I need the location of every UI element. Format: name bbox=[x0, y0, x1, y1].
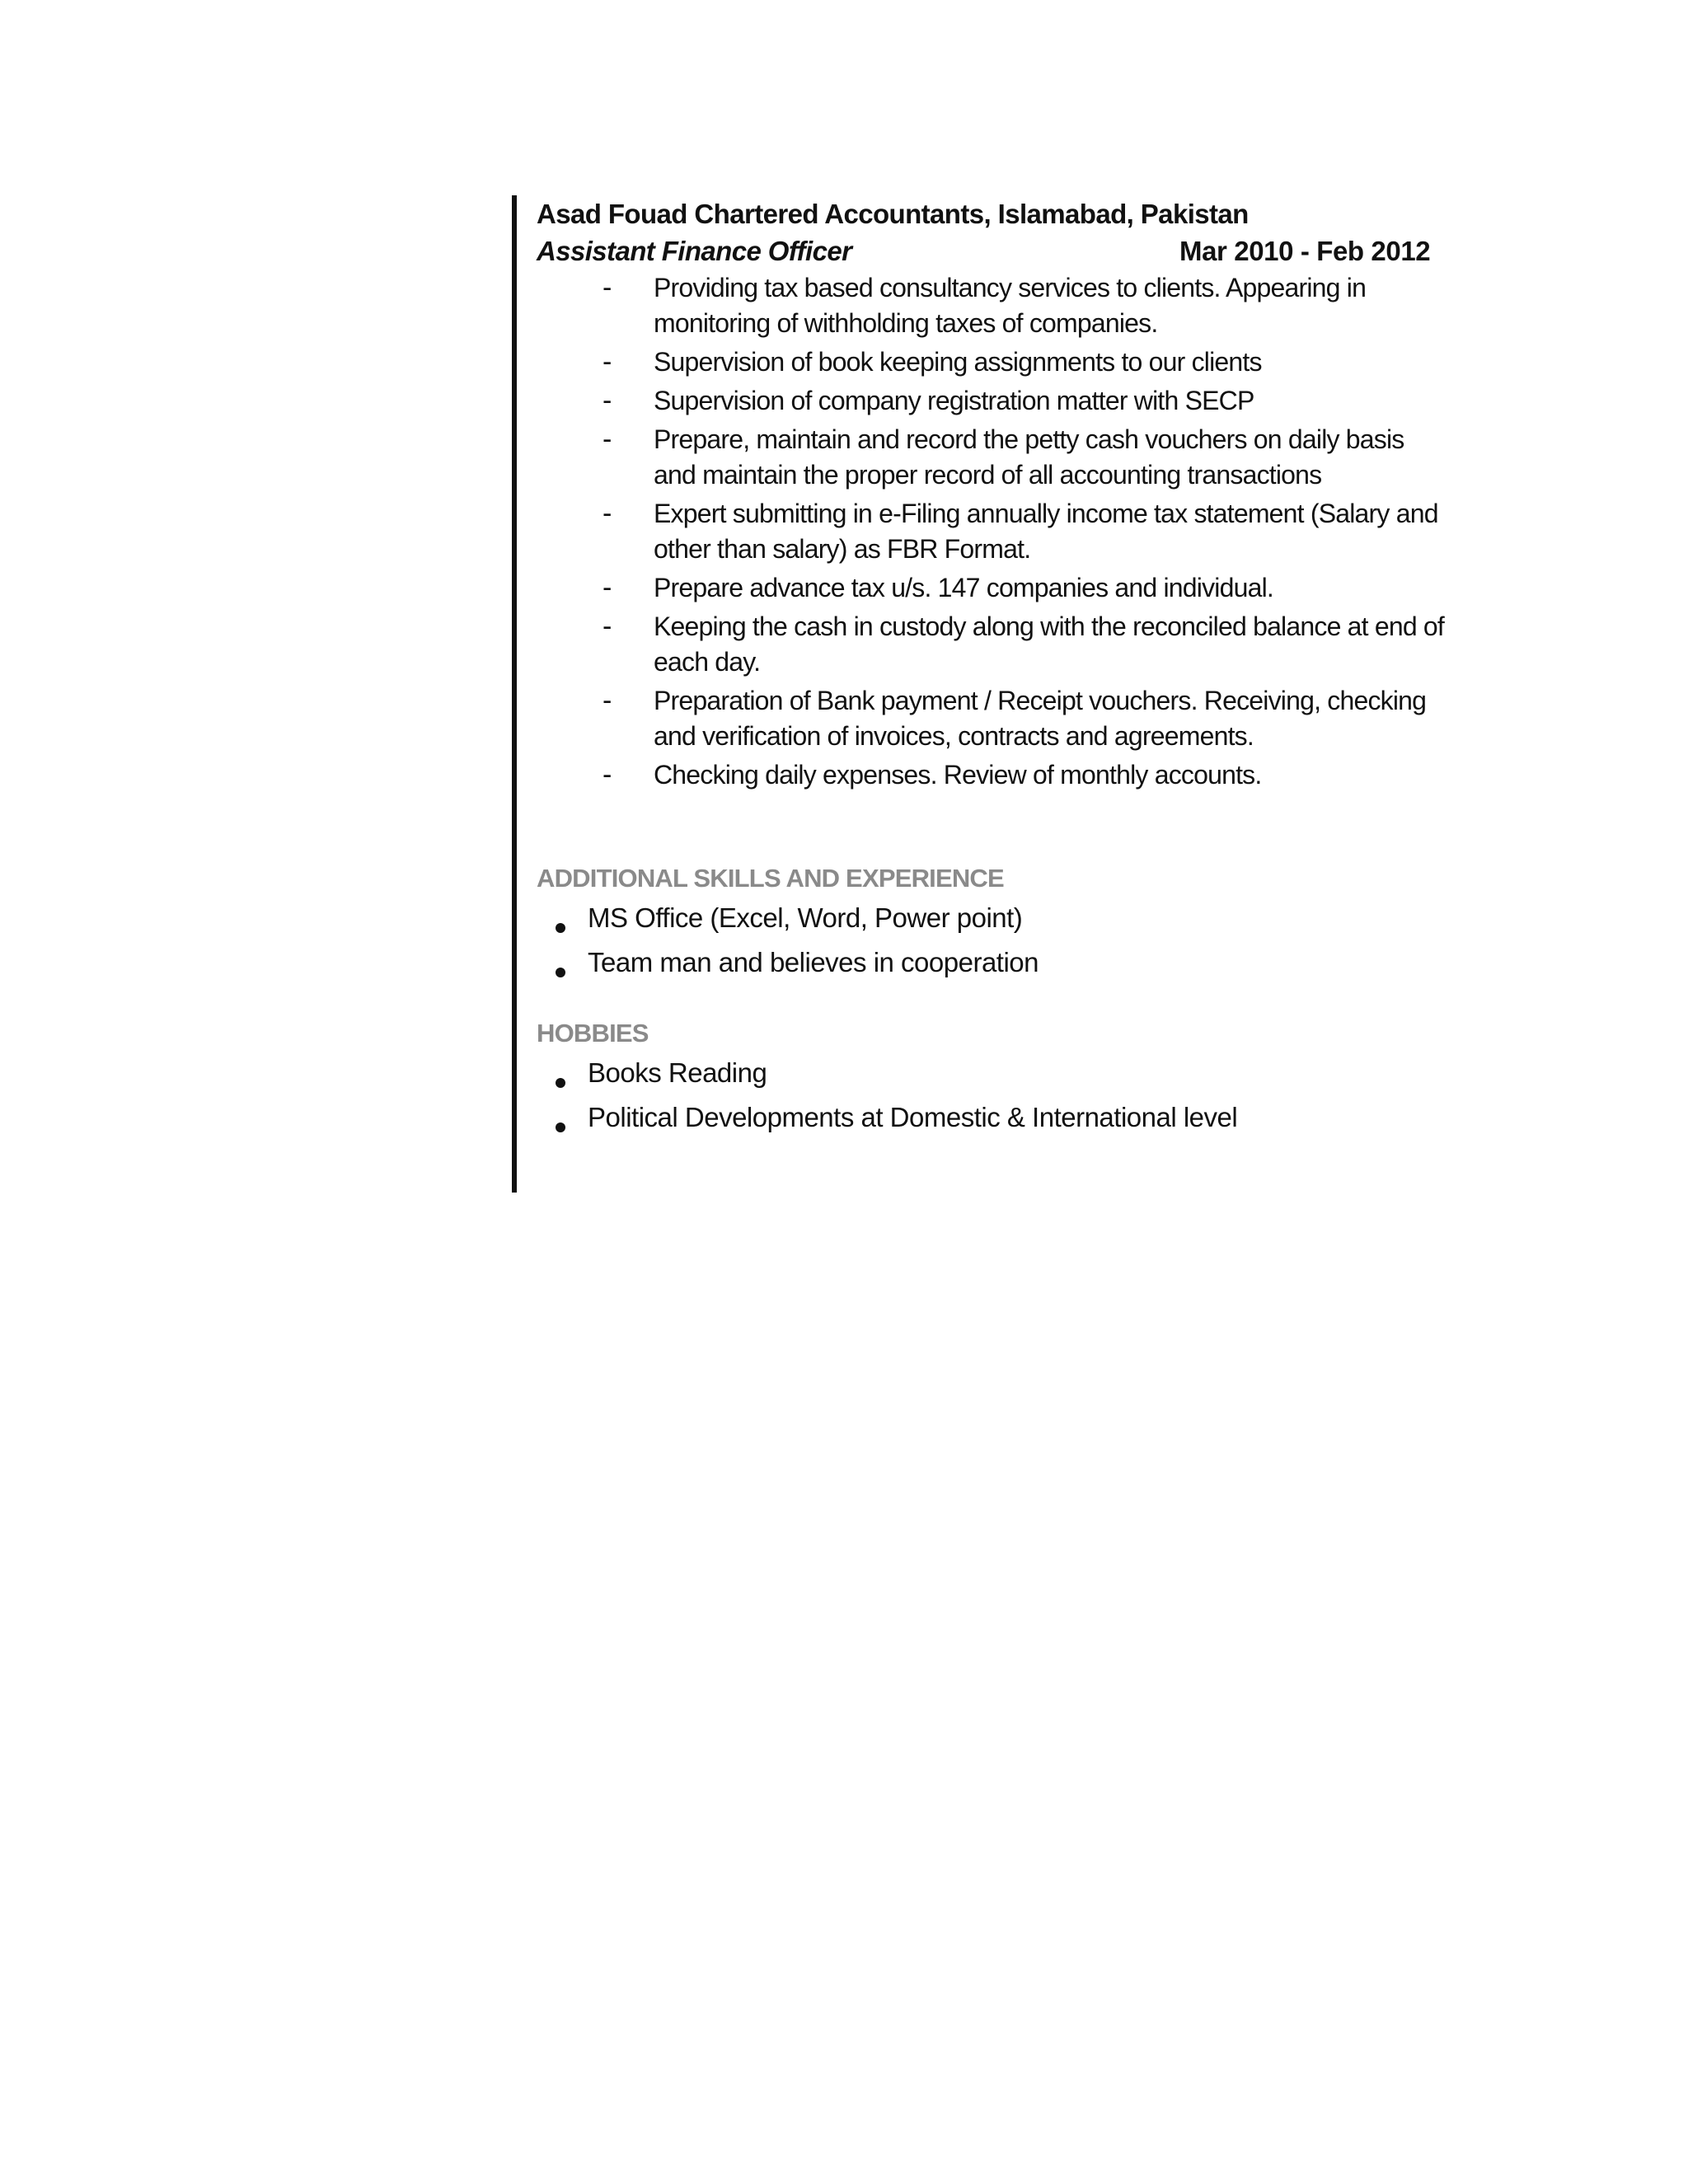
bullet-dot-icon bbox=[556, 1122, 565, 1132]
duty-item bbox=[537, 422, 1445, 493]
dash-marker: - bbox=[603, 498, 612, 529]
resume-content bbox=[537, 196, 1460, 1144]
duty-item bbox=[537, 683, 1445, 754]
duty-text: Keeping the cash in custody along with the reconciled balance at end of each day. bbox=[654, 612, 1444, 677]
duty-item bbox=[537, 344, 1445, 380]
duty-text: Supervision of book keeping assignments to our clients bbox=[654, 347, 1262, 377]
skills-section-title: ADDITIONAL SKILLS AND EXPERIENCE bbox=[537, 864, 1004, 893]
hobby-item bbox=[537, 1099, 1460, 1136]
dash-marker: - bbox=[603, 346, 612, 377]
employment-dates: Mar 2010 - Feb 2012 bbox=[1179, 236, 1431, 266]
hobbies-section-title: HOBBIES bbox=[537, 1019, 649, 1047]
dash-marker: - bbox=[603, 685, 612, 716]
duty-text: Expert submitting in e-Filing annually income tax statement (Salary and other than salary) as FBR Format. bbox=[654, 499, 1438, 564]
duty-item bbox=[537, 570, 1445, 606]
dash-marker: - bbox=[603, 572, 612, 603]
role-line bbox=[537, 232, 1460, 270]
bullet-dot-icon bbox=[556, 1078, 565, 1088]
job-title: Assistant Finance Officer bbox=[537, 236, 852, 266]
duty-item bbox=[537, 496, 1445, 567]
company-heading: Asad Fouad Chartered Accountants, Islamabad, Pakistan bbox=[537, 199, 1249, 229]
hobbies-list bbox=[537, 1055, 1460, 1136]
duty-text: Preparation of Bank payment / Receipt vouchers. Receiving, checking and verification of invoices, contracts and agreements. bbox=[654, 686, 1427, 751]
skill-text: MS Office (Excel, Word, Power point) bbox=[588, 902, 1023, 933]
duty-item bbox=[537, 609, 1445, 680]
duty-text: Providing tax based consultancy services to clients. Appearing in monitoring of withholding taxes of companies. bbox=[654, 273, 1367, 338]
dash-marker: - bbox=[603, 385, 612, 416]
hobby-text: Political Developments at Domestic & International level bbox=[588, 1102, 1238, 1132]
bullet-dot-icon bbox=[556, 923, 565, 933]
duty-text: Prepare, maintain and record the petty cash vouchers on daily basis and maintain the proper record of all accounting transactions bbox=[654, 424, 1404, 490]
skill-text: Team man and believes in cooperation bbox=[588, 947, 1039, 977]
duty-item bbox=[537, 757, 1445, 793]
dash-marker: - bbox=[603, 272, 612, 303]
duty-item bbox=[537, 383, 1445, 419]
skill-item bbox=[537, 944, 1460, 981]
duty-text: Checking daily expenses. Review of monthly accounts. bbox=[654, 760, 1262, 790]
dash-marker: - bbox=[603, 759, 612, 790]
duty-text: Prepare advance tax u/s. 147 companies and individual. bbox=[654, 573, 1273, 602]
left-vertical-rule bbox=[512, 195, 517, 1193]
skills-list bbox=[537, 900, 1460, 981]
dash-marker: - bbox=[603, 424, 612, 455]
hobby-text: Books Reading bbox=[588, 1057, 767, 1088]
duty-text: Supervision of company registration matter with SECP bbox=[654, 386, 1254, 415]
hobby-item bbox=[537, 1055, 1460, 1091]
dash-marker: - bbox=[603, 611, 612, 642]
skill-item bbox=[537, 900, 1460, 936]
duties-list bbox=[537, 270, 1460, 793]
duty-item bbox=[537, 270, 1445, 341]
bullet-dot-icon bbox=[556, 968, 565, 977]
